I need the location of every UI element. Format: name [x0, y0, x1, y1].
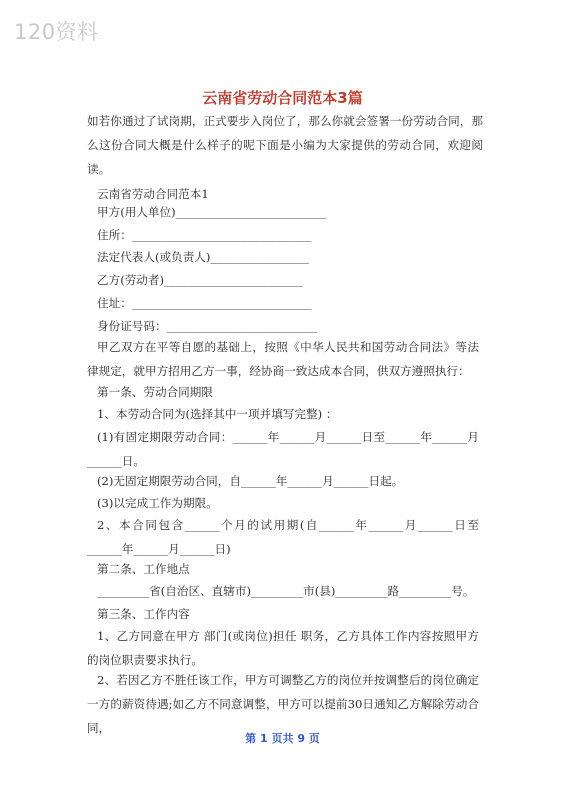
section-heading: 云南省劳动合同范本1: [97, 187, 209, 201]
address-a-field: 住所：_______________________________: [97, 228, 312, 242]
article-1-clause-1: 1、本劳动合同为(选择其中一项并填写完整) ：: [97, 407, 338, 421]
article-1-option-fixed-term: (1)有固定期限劳动合同：______年______月______日至______年______月______日。: [87, 430, 479, 468]
article-1-option-open-ended: (2)无固定期限劳动合同，自______年______月______日起。: [97, 474, 404, 488]
address-b-field: 住址：_______________________________: [97, 296, 312, 310]
article-3-clause-1: 1、乙方同意在甲方 部门(或岗位)担任 职务，乙方具体工作内容按照甲方的岗位职责要求执行。: [87, 629, 479, 667]
article-2-text: _________省(自治区、直辖市)_________市(县)_________路_________号。: [97, 584, 475, 598]
watermark: 120资料: [14, 20, 99, 44]
legal-rep-field: 法定代表人(或负责人)_________________: [97, 250, 309, 264]
article-1-clause-2: 2、本合同包含______个月的试用期(自______年______月______日至______年______月______日): [87, 518, 479, 556]
party-b-field: 乙方(劳动者)________________________: [97, 273, 304, 287]
id-number-field: 身份证号码：__________________________: [97, 319, 318, 333]
article-1-heading: 第一条、劳动合同期限: [97, 385, 213, 399]
preamble-paragraph: 甲乙双方在平等自愿的基础上，按照《中华人民共和国劳动合同法》等法律规定，就甲方招用乙方一事，经协商一致达成本合同，供双方遵照执行：: [87, 340, 479, 378]
article-3-heading: 第三条、工作内容: [97, 607, 190, 621]
article-2-heading: 第二条、工作地点: [97, 562, 190, 576]
article-3-clause-2: 2、若因乙方不胜任该工作，甲方可调整乙方的岗位并按调整后的岗位确定一方的薪资待遇;如乙方不同意调整，甲方可以提前30日通知乙方解除劳动合同，: [87, 673, 479, 735]
document-title: 云南省劳动合同范本3篇: [202, 89, 363, 107]
intro-paragraph: 如若你通过了试岗期，正式要步入岗位了，那么你就会签署一份劳动合同，那么这份合同大概是什么样子的呢下面是小编为大家提供的劳动合同，欢迎阅读。: [87, 114, 483, 176]
article-1-option-task-based: (3)以完成工作为期限。: [97, 496, 218, 510]
page-number: 第 1 页共 9 页: [245, 732, 320, 745]
party-a-field: 甲方(用人单位)__________________________: [97, 205, 327, 219]
